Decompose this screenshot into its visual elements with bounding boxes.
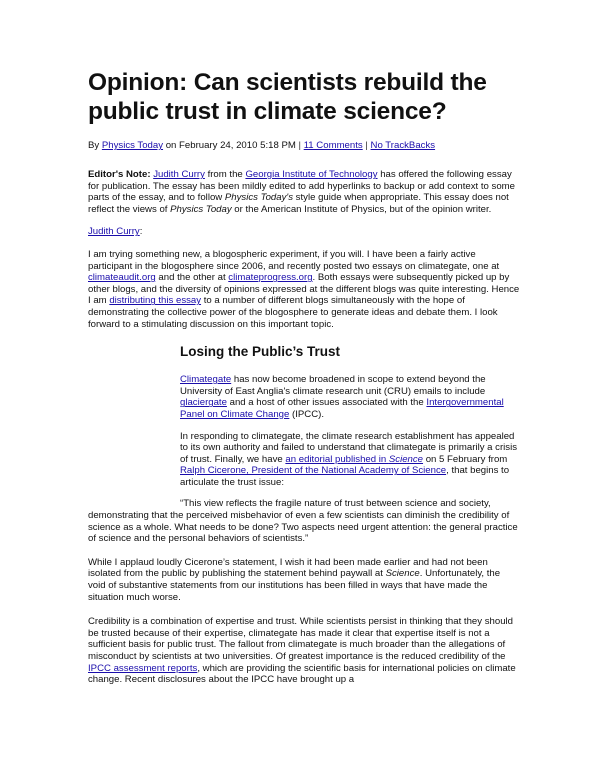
article (88, 68, 520, 686)
editors-note-text: has offered the following essay for publication. The essay has been mildly edited to add hyperlinks to backup or add context to some parts of the essay, and to follow (88, 169, 515, 204)
paragraph-text: . Unfortunately, the void of substantive statements from our institutions has been filled in ways that have made the situation much worse. (88, 568, 501, 603)
comments-link[interactable]: 11 Comments (303, 140, 363, 151)
ipcc-link[interactable]: Intergovernmental Panel on Climate Change (180, 397, 504, 420)
editors-note-text: or the American Institute of Physics, but of the opinion writer. (231, 203, 492, 215)
byline-date: on February 24, 2010 5:18 PM (165, 140, 296, 151)
byline-author-link[interactable]: Physics Today (101, 140, 164, 151)
author-heading (88, 226, 520, 238)
quote-text: “This view reflects the fragile nature of trust between science and society, demonstrating that the perceived misbehavior of even a few scientists can diminish the credibility of science as a whole. What needs to be done? Two aspects need urgent attention: the general practice of science and the personal behaviors of scientists.” (88, 498, 518, 545)
paragraph-applaud (88, 557, 520, 603)
editors-note-label: Editor's Note: (88, 169, 151, 180)
byline-by: By (88, 140, 100, 151)
distributing-essay-link[interactable]: distributing this essay (109, 295, 202, 307)
paragraph-responding (180, 431, 520, 489)
editors-note (88, 169, 520, 215)
article-title: Opinion: Can scientists rebuild the public trust in climate science? (88, 69, 487, 125)
editorial-link[interactable] (285, 454, 423, 465)
georgia-tech-link[interactable]: Georgia Institute of Technology (245, 169, 378, 180)
intro-text: . Both essays were subsequently picked up by other blogs, and the diversity of opinions expressed at the different blogs was quite interesting. Hence I am (88, 272, 520, 307)
paragraph-text: (IPCC). (289, 408, 324, 420)
editors-note-text: from the (204, 169, 246, 180)
editors-note-author-link[interactable]: Judith Curry (153, 169, 205, 180)
paragraph-text: and a host of other issues associated with the (226, 397, 427, 409)
editors-note-text: style guide when appropriate. This essay does not reflect the views of (88, 192, 509, 215)
author-link[interactable]: Judith Curry (88, 226, 140, 238)
byline (88, 140, 520, 152)
paragraph-climategate (180, 374, 520, 420)
paragraph-text: has now become broadened in scope to extend beyond the University of East Anglia's climate research unit (CRU) emails to include (180, 374, 486, 397)
paragraph-text: In responding to climategate, the climate research establishment has appealed to its own authority and failed to understand that climategate is primarily a crisis of trust. Finally, we have (180, 430, 518, 465)
intro-text: I am trying something new, a blogospheric experiment, if you will. I have been a fairly active participant in the blogosphere since 2006, and recently posted two essays on climategate, one at (88, 248, 500, 272)
science-italic: Science (385, 568, 420, 580)
paragraph-text: on 5 February from (423, 453, 508, 465)
ipcc-reports-link[interactable]: IPCC assessment reports (88, 662, 198, 674)
trackbacks-link[interactable]: No TrackBacks (370, 140, 436, 151)
climategate-link[interactable]: Climategate (180, 374, 232, 386)
author-colon: : (139, 226, 143, 238)
editorial-link-italic: Science (388, 453, 424, 465)
editors-note-italic: Physics Today's (224, 192, 294, 204)
editors-note-italic: Physics Today (170, 203, 232, 215)
block-quote (88, 498, 520, 544)
climateaudit-link[interactable]: climateaudit.org (88, 272, 156, 284)
climateprogress-link[interactable]: climateprogress.org (228, 272, 313, 284)
cicerone-link[interactable]: Ralph Cicerone, President of the National Academy of Science (180, 465, 447, 477)
paragraph-text: , which are providing the scientific basis for international policies on climate change. Recent disclosures about the IPCC have brought up a (88, 662, 516, 686)
paragraph-text: , that begins to articulate the trust issue: (180, 465, 510, 488)
editorial-link-text: an editorial published in (285, 453, 389, 465)
paragraph-credibility (88, 616, 520, 686)
paragraph-text: Credibility is a combination of expertise and trust. While scientists persist in thinking that they should be trusted because of their expertise, climategate has made it clear that expertise itself is not a sufficient basis for public trust. The fallout from climategate is much broader than the allegations of misconduct by scientists at two universities. Of greatest importance is the reduced credibility of the (88, 616, 513, 662)
byline-separator: | (298, 140, 302, 151)
byline-separator: | (365, 140, 368, 151)
paragraph-text: While I applaud loudly Cicerone’s statement, I wish it had been made earlier and had not been isolated from the public by publishing the statement behind paywall at (88, 556, 488, 580)
intro-text: to a number of different blogs simultaneously with the hope of demonstrating the collective power of the blogosphere to generate ideas and debate them. I look forward to a stimulating discussion on this important topic. (88, 295, 498, 330)
section-heading: Losing the Public’s Trust (180, 344, 341, 360)
glaciergate-link[interactable]: glaciergate (180, 397, 227, 409)
intro-paragraph (88, 249, 520, 330)
intro-text: and the other at (155, 272, 229, 284)
